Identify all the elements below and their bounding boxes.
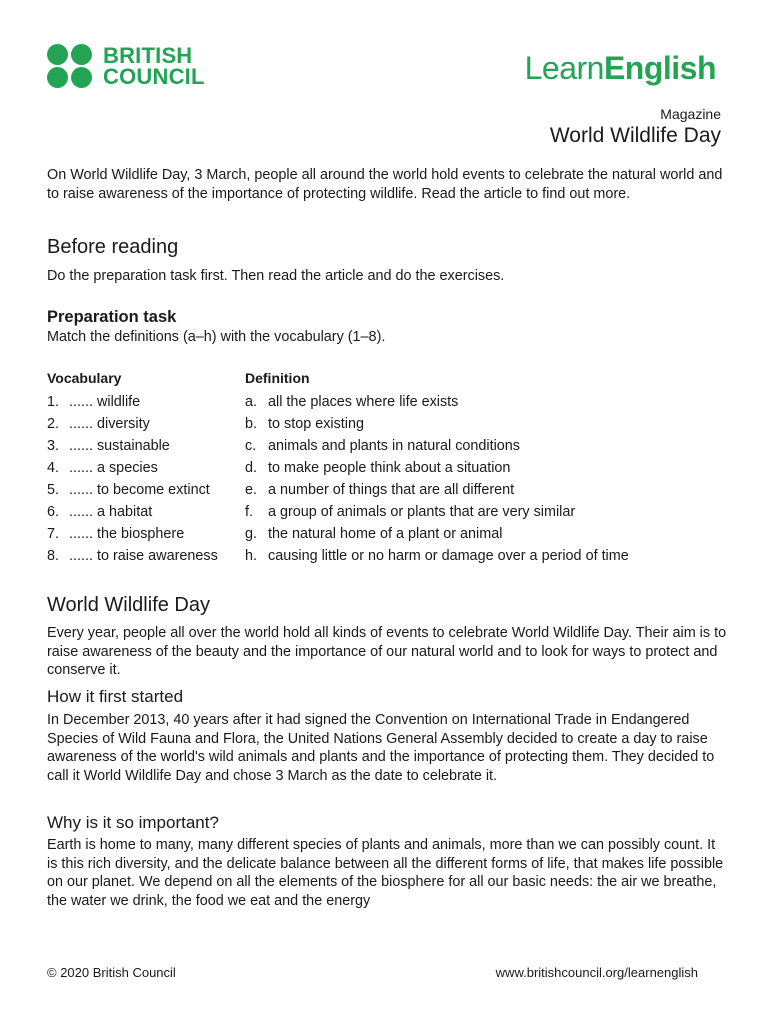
- preparation-heading: Preparation task: [47, 308, 177, 326]
- row-vocab: ...... sustainable: [69, 438, 170, 454]
- row-letter: f.: [245, 504, 253, 520]
- row-letter: a.: [245, 394, 258, 410]
- row-letter: e.: [245, 482, 258, 498]
- row-vocab: ...... wildlife: [69, 394, 141, 410]
- logo-line-1: BRITISH: [103, 43, 193, 68]
- before-reading-text: Do the preparation task first. Then read the article and do the exercises.: [47, 268, 505, 284]
- table-row: [47, 545, 727, 567]
- article-heading: World Wildlife Day: [47, 594, 210, 616]
- learnenglish-logo: [525, 50, 716, 87]
- row-letter: c.: [245, 438, 257, 454]
- article-paragraph-1: Every year, people all over the world hold all kinds of events to celebrate World Wildlife Day. Their aim is to raise awareness of the beauty and the importance of our natural world and to look for ways to protect and conserve it.: [47, 625, 727, 678]
- learn-bold: English: [603, 50, 716, 86]
- intro-text: On World Wildlife Day, 3 March, people all around the world hold events to celebrate the natural world and to raise awareness of the importance of protecting wildlife. Read the article to find out more.: [47, 167, 723, 202]
- row-number: 6.: [47, 504, 60, 520]
- table-row: [47, 479, 727, 501]
- row-number: 4.: [47, 460, 60, 476]
- row-letter: h.: [245, 548, 258, 564]
- footer-copyright: © 2020 British Council: [47, 965, 176, 980]
- row-definition: a group of animals or plants that are very similar: [268, 504, 576, 520]
- table-row: [47, 501, 727, 523]
- table-row: [47, 435, 727, 457]
- how-it-started-heading: How it first started: [47, 687, 184, 706]
- logo-dots-icon: [47, 44, 95, 88]
- table-row: [47, 391, 727, 413]
- row-vocab: ...... to become extinct: [69, 482, 210, 498]
- vocabulary-header: Vocabulary: [47, 370, 122, 386]
- row-letter: d.: [245, 460, 258, 476]
- row-vocab: ...... a habitat: [69, 504, 153, 520]
- row-number: 7.: [47, 526, 60, 542]
- learn-light: Learn: [524, 50, 604, 86]
- row-definition: a number of things that are all different: [268, 482, 515, 498]
- article-paragraph-2: In December 2013, 40 years after it had signed the Convention on International Trade in Endangered Species of Wild Fauna and Flora, the United Nations General Assembly decided to create a day to raise awareness of the world's wild animals and plants and the importance of protecting them. They decided to call it World Wildlife Day and chose 3 March as the date to celebrate it.: [47, 712, 715, 784]
- table-row: [47, 457, 727, 479]
- row-number: 1.: [47, 394, 60, 410]
- logo-line-2: COUNCIL: [103, 64, 205, 89]
- british-council-logo: [47, 44, 205, 88]
- magazine-label: Magazine: [660, 106, 721, 122]
- row-vocab: ...... a species: [69, 460, 158, 476]
- definition-header: Definition: [245, 370, 310, 386]
- row-definition: all the places where life exists: [268, 394, 459, 410]
- row-letter: b.: [245, 416, 258, 432]
- row-vocab: ...... to raise awareness: [69, 548, 218, 564]
- row-number: 3.: [47, 438, 60, 454]
- row-definition: to stop existing: [268, 416, 364, 432]
- table-row: [47, 523, 727, 545]
- before-reading-heading: Before reading: [47, 236, 179, 258]
- preparation-instruction: Match the definitions (a–h) with the vocabulary (1–8).: [47, 329, 386, 345]
- row-vocab: ...... the biosphere: [69, 526, 185, 542]
- row-definition: the natural home of a plant or animal: [268, 526, 503, 542]
- why-important-heading: Why is it so important?: [47, 813, 219, 832]
- row-number: 8.: [47, 548, 60, 564]
- article-paragraph-3: Earth is home to many, many different species of plants and animals, more than we can possibly count. It is this rich diversity, and the delicate balance between all the different forms of life, that makes life possible on our planet. We depend on all the elements of the biosphere for all our basic needs: the air we breathe, the water we drink, the food we eat and the energy: [47, 837, 724, 909]
- row-number: 2.: [47, 416, 60, 432]
- row-letter: g.: [245, 526, 258, 542]
- footer-url[interactable]: www.britishcouncil.org/learnenglish: [495, 965, 698, 980]
- row-vocab: ...... diversity: [69, 416, 150, 432]
- page-title: World Wildlife Day: [549, 124, 721, 147]
- table-row: [47, 413, 727, 435]
- row-definition: animals and plants in natural conditions: [268, 438, 520, 454]
- row-definition: to make people think about a situation: [268, 460, 511, 476]
- row-definition: causing little or no harm or damage over a period of time: [268, 548, 629, 564]
- row-number: 5.: [47, 482, 60, 498]
